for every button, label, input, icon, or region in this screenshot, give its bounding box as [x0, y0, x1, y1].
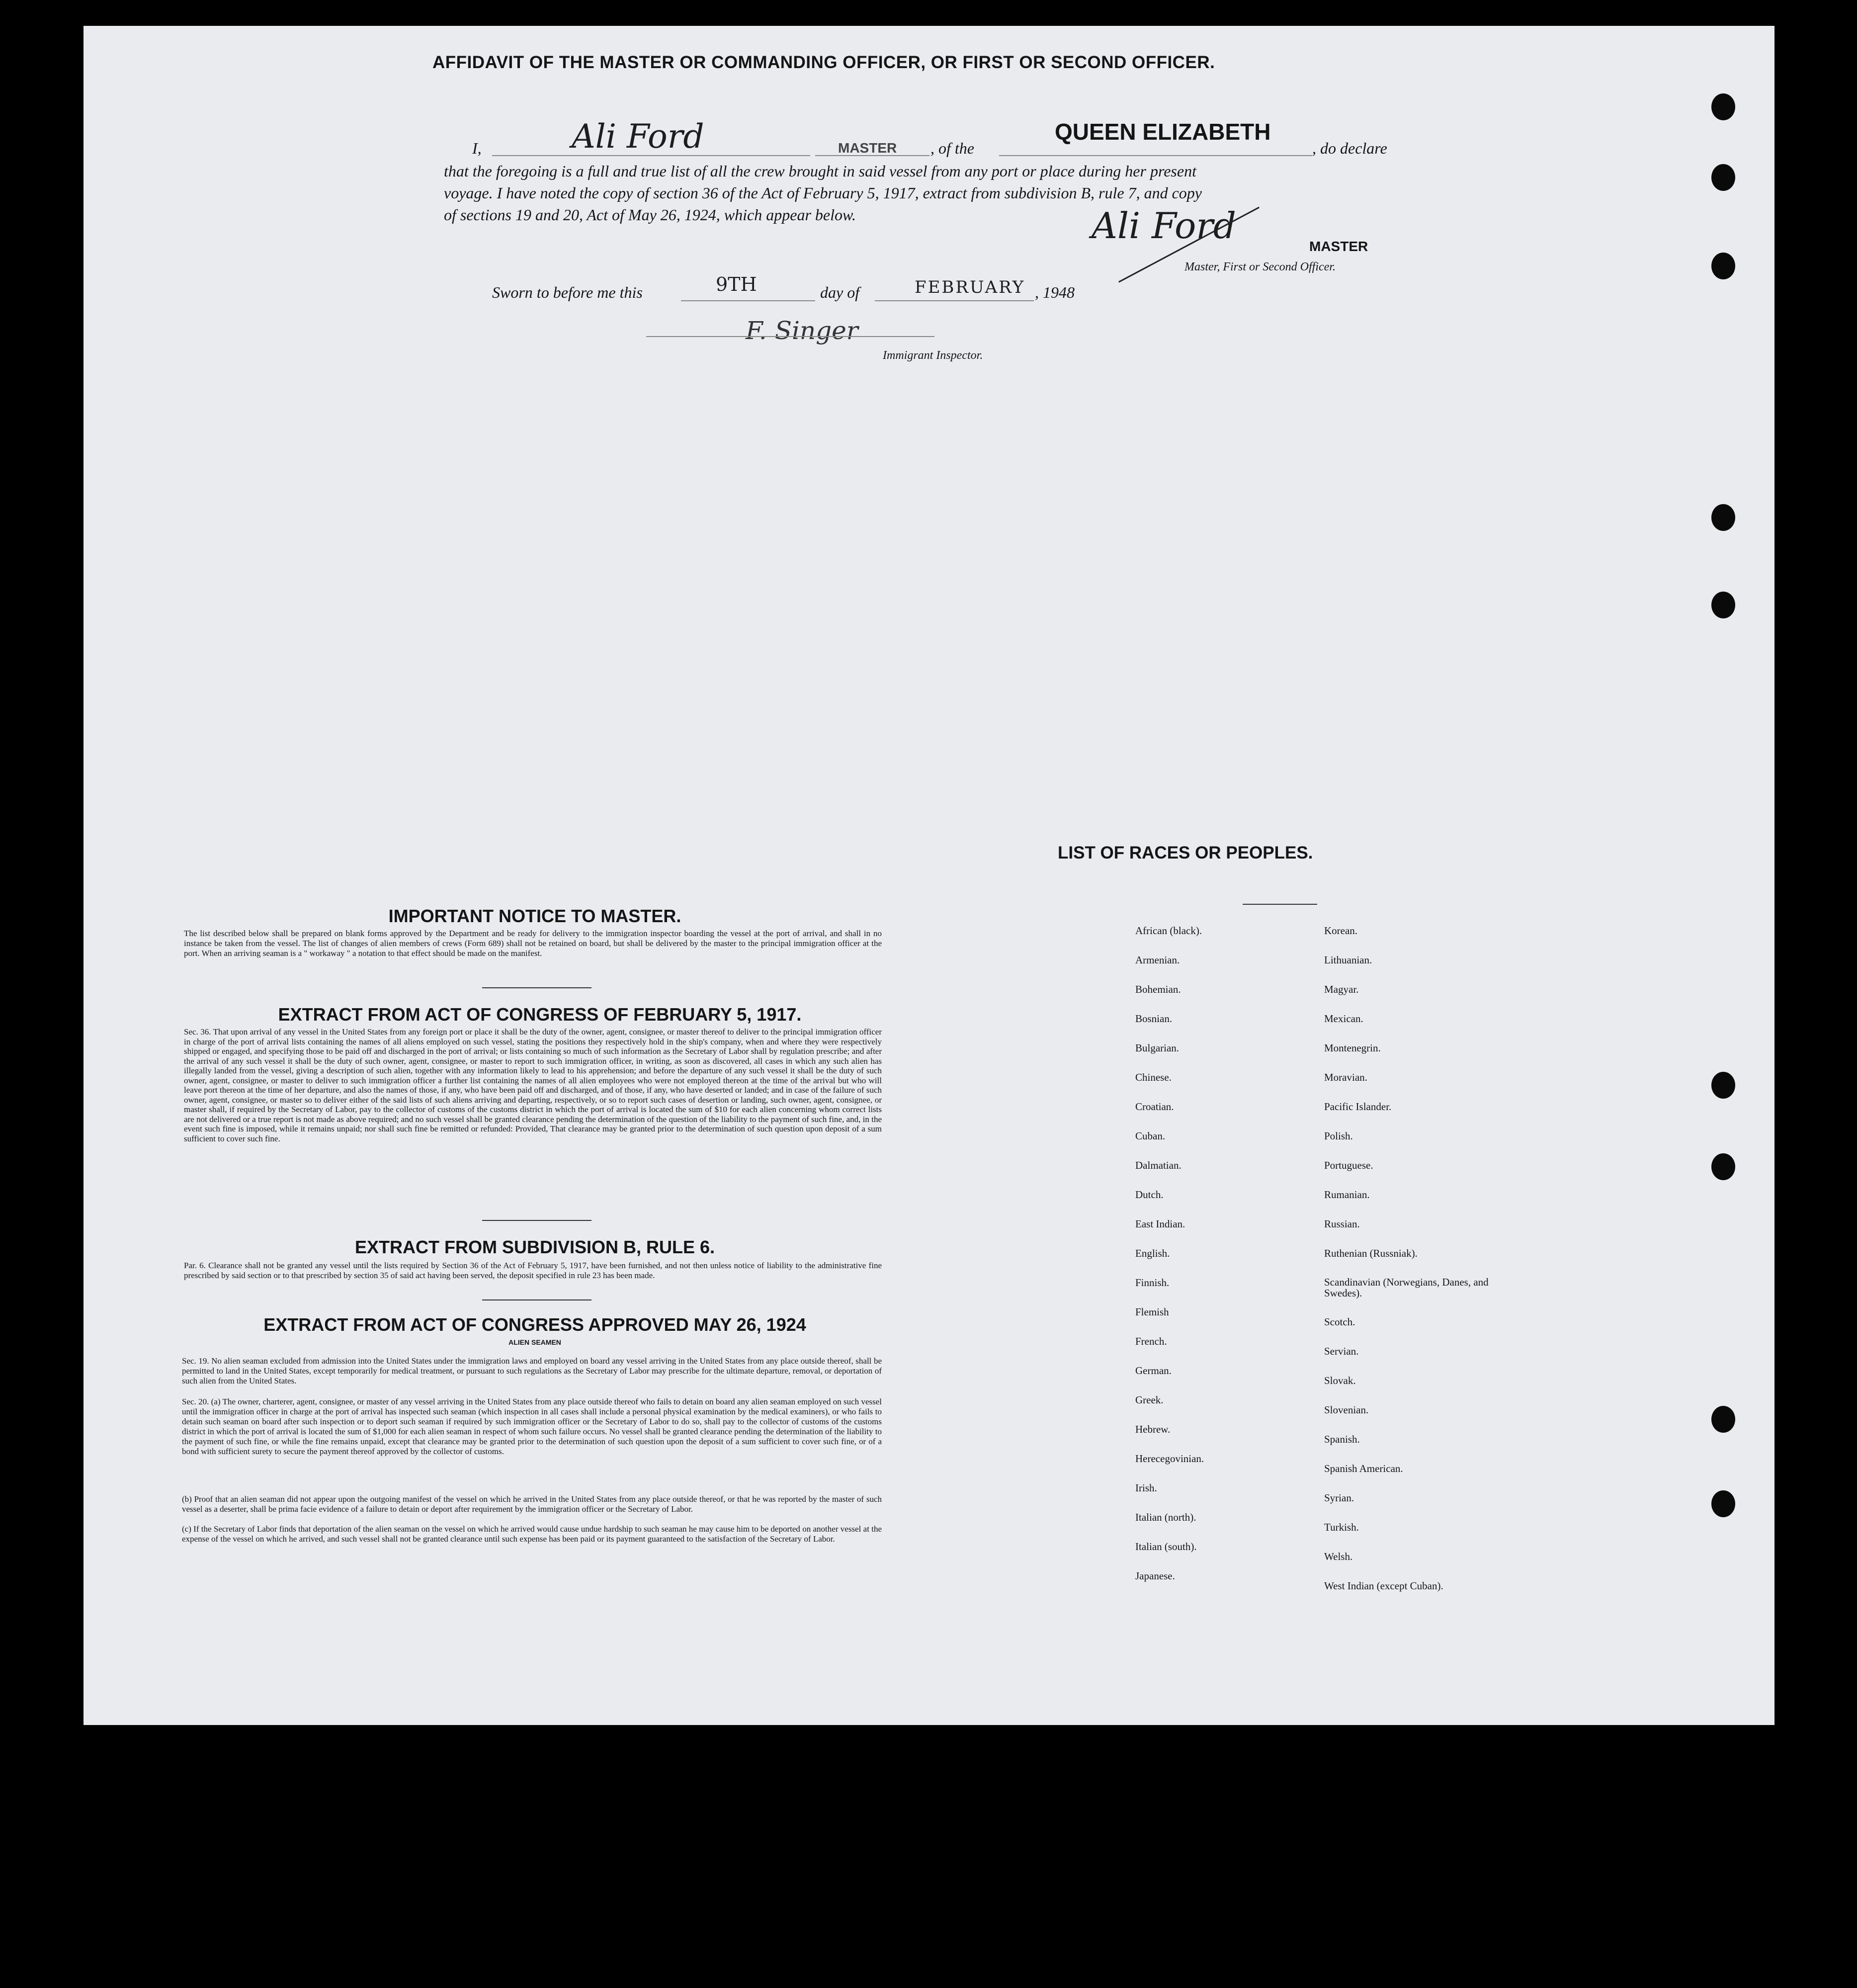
officer-caption: Master, First or Second Officer.	[1184, 260, 1336, 273]
binder-hole	[1711, 504, 1735, 531]
race-item: Irish.	[1135, 1482, 1157, 1494]
race-item: Servian.	[1324, 1345, 1359, 1357]
race-item: Greek.	[1135, 1394, 1164, 1406]
declaration-line-3: of sections 19 and 20, Act of May 26, 1924, which appear below.	[444, 206, 856, 224]
race-item: Herecegovinian.	[1135, 1453, 1204, 1465]
day-of-label: day of	[820, 283, 860, 301]
race-item: Russian.	[1324, 1218, 1360, 1230]
sec-20c-text: (c) If the Secretary of Labor finds that deportation of the alien seaman on the vessel on which he arrived would cause undue hardship to such seaman he may cause him to be deported on another vessel at the expense of the vessel on which he arrived, and such vessel shall not be granted clearance until such expense has been paid or its payment guaranteed to the satisfaction of the Secretary of Labor.	[182, 1524, 882, 1544]
race-item: East Indian.	[1135, 1218, 1185, 1230]
binder-hole	[1711, 1153, 1735, 1180]
extract-1917-title: EXTRACT FROM ACT OF CONGRESS OF FEBRUARY 5, 1917.	[278, 1004, 802, 1025]
notice-title: IMPORTANT NOTICE TO MASTER.	[388, 906, 681, 926]
race-item: Magyar.	[1324, 983, 1359, 995]
race-item: Spanish.	[1324, 1433, 1360, 1445]
notice-text: The list described below shall be prepared on blank forms approved by the Department and be ready for delivery to the immigration inspector boarding the vessel at the port of arrival, and shall in no instance be taken from the vessel. The list of changes of alien members of crews (Form 689) shall not be retained on board, but shall be delivered by the master to the principal immigration officer at the port. When an arriving seaman is a " workaway " a notation to that effect should be made on the manifest.	[184, 929, 882, 958]
sworn-month: FEBRUARY	[915, 277, 1025, 297]
inspector-caption: Immigrant Inspector.	[883, 349, 983, 362]
do-declare-label: , do declare	[1312, 139, 1387, 157]
race-item: Rumanian.	[1324, 1189, 1370, 1201]
alien-seamen-subtitle: ALIEN SEAMEN	[508, 1338, 561, 1346]
sec-20b-text: (b) Proof that an alien seaman did not appear upon the outgoing manifest of the vessel on which he arrived in the United States from any place outside thereof, or that he was reported by the master of such vessel as a deserter, shall be prima facie evidence of a failure to detain or deport after requirement by the immigration officer or the Secretary of Labor.	[182, 1494, 882, 1514]
affidavit-title: AFFIDAVIT OF THE MASTER OR COMMANDING OFFICER, OR FIRST OR SECOND OFFICER.	[432, 53, 1215, 72]
declaration-line-2: voyage. I have noted the copy of section 36 of the Act of February 5, 1917, extract from subdivision B, rule 7, and copy	[444, 184, 1202, 202]
race-item: West Indian (except Cuban).	[1324, 1580, 1443, 1592]
race-item: Dutch.	[1135, 1189, 1164, 1201]
race-item: German.	[1135, 1365, 1172, 1377]
race-item: French.	[1135, 1335, 1167, 1347]
race-item: Scotch.	[1324, 1316, 1355, 1328]
binder-hole	[1711, 1490, 1735, 1517]
race-item: Turkish.	[1324, 1521, 1359, 1533]
race-item: Polish.	[1324, 1130, 1353, 1142]
race-item: Italian (north).	[1135, 1511, 1196, 1523]
race-item: English.	[1135, 1247, 1170, 1259]
of-the-label: , of the	[930, 139, 974, 157]
race-item: Montenegrin.	[1324, 1042, 1381, 1054]
race-item: Bohemian.	[1135, 983, 1181, 995]
binder-hole	[1711, 253, 1735, 279]
rank-field: MASTER	[838, 140, 897, 156]
i-label: I,	[472, 139, 482, 157]
sec-19-text: Sec. 19. No alien seaman excluded from admission into the United States under the immigration laws and employed on board any vessel arriving in the United States from any place outside thereof, shall be permitted to land in the United States, except temporarily for medical treatment, or pursuant to such regulations as the Secretary of Labor may prescribe for the ultimate departure, removal, or deportation of such alien from the United States.	[182, 1356, 882, 1385]
race-item: Scandinavian (Norwegians, Danes, and Swedes).	[1324, 1276, 1489, 1299]
signature-rank: MASTER	[1309, 239, 1368, 254]
race-item: Welsh.	[1324, 1551, 1353, 1562]
binder-hole	[1711, 1406, 1735, 1433]
race-item: Lithuanian.	[1324, 954, 1372, 966]
binder-hole	[1711, 1072, 1735, 1099]
race-item: Japanese.	[1135, 1570, 1175, 1582]
race-item: Slovenian.	[1324, 1404, 1369, 1416]
binder-hole	[1711, 164, 1735, 191]
master-signature: Ali Ford	[572, 117, 704, 156]
race-item: Cuban.	[1135, 1130, 1166, 1142]
sworn-day: 9TH	[716, 273, 757, 295]
race-item: Bosnian.	[1135, 1013, 1173, 1025]
race-item: Slovak.	[1324, 1375, 1356, 1386]
race-item: Italian (south).	[1135, 1541, 1197, 1553]
master-signature-2: Ali Ford	[1092, 205, 1236, 247]
race-item: Finnish.	[1135, 1277, 1170, 1289]
extract-1917-text: Sec. 36. That upon arrival of any vessel in the United States from any foreign port or place it shall be the duty of the owner, agent, consignee, or master thereof to deliver to the principal immigration officer in charge of the port of arrival lists containing the names of all aliens employed on such vessel, stating the positions they respectively hold in the ship's company, when and where they were respectively shipped or engaged, and specifying those to be paid off and discharged in the port of arrival; or lists containing so much of such information as the Secretary of Labor shall by regulation prescribe; and after the arrival of any such vessel it shall be the duty of such owner, agent, consignee, or master to report to such immigration officer, in writing, as soon as discovered, all cases in which any such alien has illegally landed from the vessel, giving a description of such alien, together with any information likely to lead to his apprehension; and before the departure of any such vessel it shall be the duty of such owner, agent, consignee, or master to deliver to such immigration officer a further list containing the names of all alien employees who were not employed thereon at the time of the arrival but who will leave port thereon at the time of her departure, and also the names of those, if any, who have been paid off and discharged, and of those, if any, who have deserted or landed; and in case of the failure of such owner, agent, consignee, or master so to deliver either of the said lists of such aliens arriving and departing, respectively, or so to report such cases of desertion or landing, such owner, agent, consignee, or master shall, if required by the Secretary of Labor, pay to the collector of customs of the customs district in which the port of arrival is located the sum of $10 for each alien concerning whom correct lists are not delivered or a true report is not made as above required; and no such vessel shall be granted clearance pending the determination of the question of the liability to the payment of such fine, and, in the event such fine is imposed, while it remains unpaid; nor shall such fine be remitted or refunded: Provided, That clearance may be granted prior to the determination of such question upon deposit of a sum sufficient to cover such fine.	[184, 1027, 882, 1143]
sworn-label: Sworn to before me this	[492, 283, 643, 301]
race-item: Pacific Islander.	[1324, 1101, 1392, 1113]
races-title: LIST OF RACES OR PEOPLES.	[1058, 843, 1313, 863]
race-item: Hebrew.	[1135, 1423, 1171, 1435]
race-item: Spanish American.	[1324, 1463, 1403, 1474]
race-item: Armenian.	[1135, 954, 1180, 966]
subdivision-text: Par. 6. Clearance shall not be granted any vessel until the lists required by Section 36 of the Act of February 5, 1917, have been furnished, and not then unless notice of liability to the administrative fine prescribed by said section or to that prescribed by section 35 of said act having been served, the deposit specified in rule 23 has been made.	[184, 1261, 882, 1280]
race-item: Bulgarian.	[1135, 1042, 1180, 1054]
race-item: Moravian.	[1324, 1071, 1367, 1083]
sec-20a-text: Sec. 20. (a) The owner, charterer, agent, consignee, or master of any vessel arriving in the United States from any place outside thereof who fails to detain on board any alien seaman employed on such vessel until the immigration officer in charge at the port of arrival has inspected such seaman (which inspection in all cases shall include a personal physical examination by the medical examiners), or who fails to detain such seaman on board after such inspection or to deport such seaman if required by such immigration officer or the Secretary of Labor to do so, shall pay to the collector of customs of the customs district in which the port of arrival is located the sum of $1,000 for each alien seaman in respect of whom such failure occurs. No vessel shall be granted clearance pending the determination of the liability to the payment of such fine, or while the fine remains unpaid, except that clearance may be granted prior to the determination of such question upon the deposit of a sum sufficient to cover such fine, or of a bond with sufficient surety to secure the payment thereof approved by the collector of customs.	[182, 1397, 882, 1456]
race-item: Chinese.	[1135, 1071, 1172, 1083]
race-item: Ruthenian (Russniak).	[1324, 1247, 1418, 1259]
subdivision-title: EXTRACT FROM SUBDIVISION B, RULE 6.	[354, 1237, 715, 1257]
vessel-name: QUEEN ELIZABETH	[1055, 119, 1271, 145]
race-item: Syrian.	[1324, 1492, 1354, 1504]
race-item: African (black).	[1135, 925, 1202, 937]
race-item: Mexican.	[1324, 1013, 1363, 1025]
race-item: Korean.	[1324, 925, 1358, 937]
binder-hole	[1711, 592, 1735, 618]
declaration-line-1: that the foregoing is a full and true list of all the crew brought in said vessel from any port or place during her present	[444, 162, 1196, 180]
sworn-year: , 1948	[1035, 283, 1075, 301]
race-item: Flemish	[1135, 1306, 1169, 1318]
race-item: Dalmatian.	[1135, 1159, 1182, 1171]
inspector-signature: F. Singer	[746, 316, 858, 345]
binder-hole	[1711, 93, 1735, 120]
race-item: Portuguese.	[1324, 1159, 1373, 1171]
extract-1924-title: EXTRACT FROM ACT OF CONGRESS APPROVED MAY 26, 1924	[263, 1314, 806, 1335]
race-item: Croatian.	[1135, 1101, 1174, 1113]
